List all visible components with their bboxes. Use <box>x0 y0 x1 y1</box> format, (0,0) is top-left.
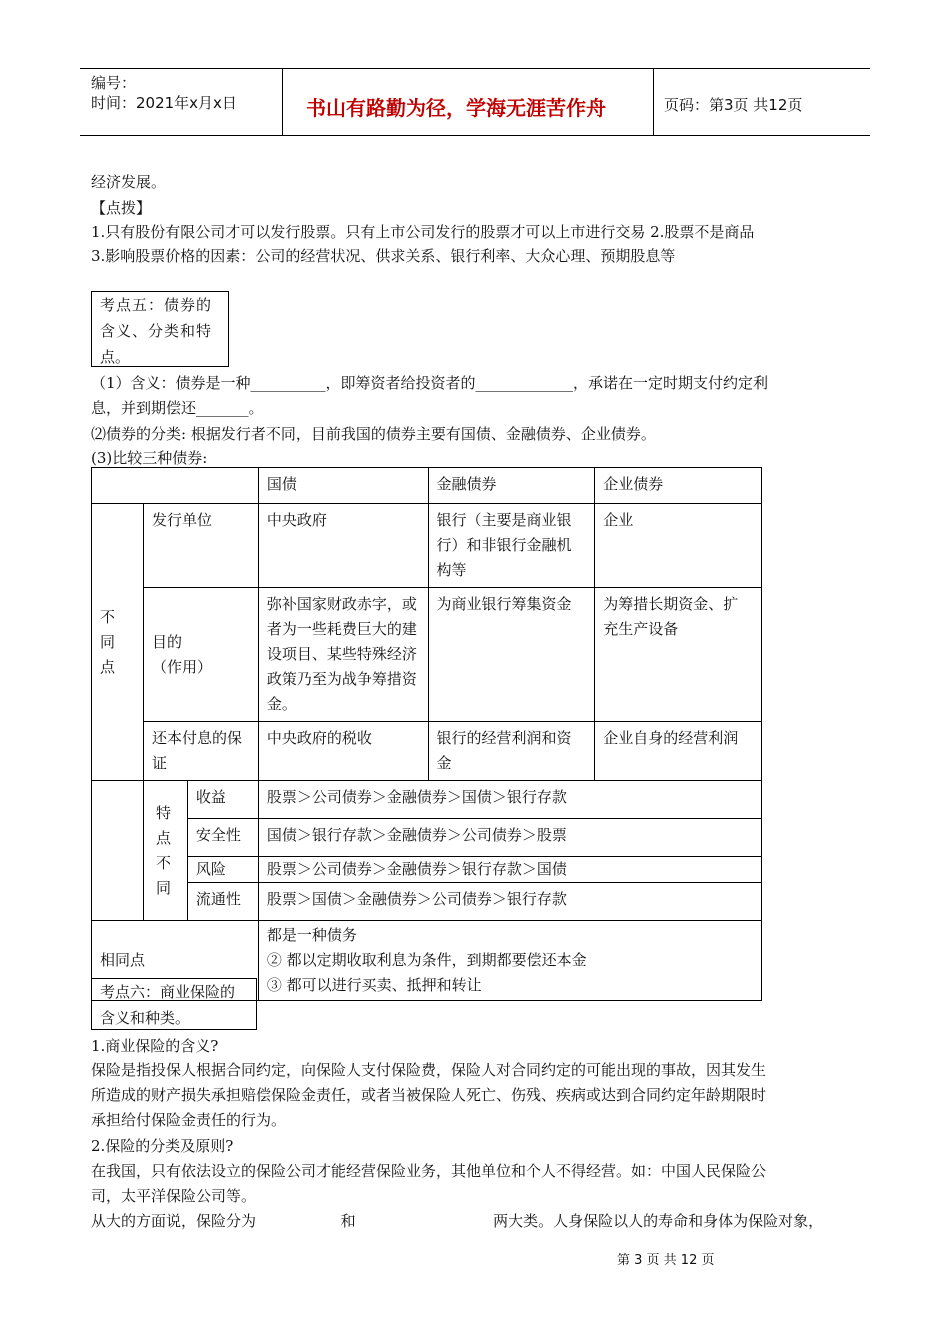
feature-name-liquidity: 流通性 <box>187 883 258 921</box>
continued-text: 经济发展。 <box>91 173 167 191</box>
question-2: 2.保险的分类及原则? <box>91 1137 234 1155</box>
answer-2-part-2: 和 <box>340 1212 356 1230</box>
repay-label: 还本付息的保证 <box>143 722 258 781</box>
repay-corporate: 企业自身的经营利润 <box>595 722 762 781</box>
answer-2-line-3 <box>91 1210 823 1231</box>
answer-2-line-1: 在我国，只有依法设立的保险公司才能经营保险业务，其他单位和个人不得经营。如：中国人民保险公 <box>91 1162 767 1180</box>
issuer-label: 发行单位 <box>143 504 258 588</box>
col-header-corporate-bond: 企业债券 <box>595 468 762 504</box>
feature-value-safety: 国债＞银行存款＞金融债券＞公司债券＞股票 <box>258 819 761 857</box>
serial-label: 编号： <box>91 74 137 92</box>
key-point-6-box <box>91 978 257 1030</box>
common-point-1: 都是一种债务 <box>266 926 357 944</box>
question-1: 1.商业保险的含义? <box>91 1037 219 1055</box>
answer-2-line-2: 司，太平洋保险公司等。 <box>91 1187 257 1205</box>
common-label: 相同点 <box>92 921 259 1001</box>
answer-2-part-1: 从大的方面说，保险分为 <box>91 1212 257 1230</box>
common-points <box>258 921 761 1001</box>
feature-label-cell <box>143 781 187 921</box>
key-point-5-line-1: 考点五：债券的 <box>100 296 213 314</box>
header-motto: 书山有路勤为径，学海无涯苦作舟 <box>306 96 606 120</box>
key-point-5-line-2: 含义、分类和特 <box>100 322 213 340</box>
feature-name-safety: 安全性 <box>187 819 258 857</box>
common-point-2: ② 都以定期收取利息为条件，到期都要偿还本金 <box>266 951 587 969</box>
table-header-row <box>92 468 762 504</box>
table-row-feature-return <box>92 781 762 819</box>
answer-1-line-2: 所造成的财产损失承担赔偿保险金责任，或者当被保险人死亡、伤残、疾病或达到合同约定年龄期限时 <box>91 1086 767 1104</box>
answer-2-part-3: 两大类。人身保险以人的寿命和身体为保险对象， <box>493 1212 824 1230</box>
diff-label-continuation <box>92 781 144 819</box>
diff-label: 不同点 <box>100 607 116 676</box>
feature-value-return: 股票＞公司债券＞金融债券＞国债＞银行存款 <box>258 781 761 819</box>
diff-label-continuation-4 <box>92 883 144 921</box>
classification-line: ⑵债券的分类: 根据发行者不同，目前我国的债券主要有国债、金融债券、企业债券。 <box>91 425 656 443</box>
compare-heading: (3)比较三种债券: <box>91 449 208 467</box>
tip-item-3: 3.影响股票价格的因素：公司的经营状况、供求关系、银行利率、大众心理、预期股息等 <box>91 247 676 265</box>
purpose-label-2: （作用） <box>151 657 212 676</box>
key-point-6-line-1: 考点六：商业保险的 <box>100 983 236 1001</box>
tip-item-1: 1.只有股份有限公司才可以发行股票。只有上市公司发行的股票才可以上市进行交易 2.股票不是商品 <box>91 223 755 241</box>
table-row-feature-risk <box>92 857 762 883</box>
definition-line-1: （1）含义：债券是一种__________，即筹资者给投资者的_____________，承诺在一定时期支付约定利 <box>91 374 769 392</box>
table-corner-cell <box>92 468 259 504</box>
page-footer: 第 3 页 共 12 页 <box>617 1253 715 1268</box>
bond-comparison-table <box>91 467 762 1001</box>
purpose-financial: 为商业银行筹集资金 <box>428 588 595 722</box>
diff-label-continuation-3 <box>92 857 144 883</box>
table-row-issuer <box>92 504 762 588</box>
issuer-corporate: 企业 <box>595 504 762 588</box>
key-point-5-box <box>91 291 229 367</box>
col-header-financial-bond: 金融债券 <box>428 468 595 504</box>
feature-value-liquidity: 股票＞国债＞金融债券＞公司债券＞银行存款 <box>258 883 761 921</box>
tip-heading: 【点拨】 <box>91 199 152 217</box>
diff-label-continuation-2 <box>92 819 144 857</box>
feature-name-return: 收益 <box>187 781 258 819</box>
date-label: 时间：2021年x月x日 <box>91 94 237 112</box>
table-row-purpose <box>92 588 762 722</box>
feature-value-risk: 股票＞公司债券＞金融债券＞银行存款＞国债 <box>258 857 761 883</box>
issuer-national: 中央政府 <box>258 504 428 588</box>
feature-name-risk: 风险 <box>187 857 258 883</box>
purpose-label-cell <box>143 588 258 722</box>
repay-financial: 银行的经营利润和资金 <box>428 722 595 781</box>
purpose-label-1: 目的 <box>151 632 182 651</box>
diff-label-cell <box>92 504 144 781</box>
key-point-6-line-2: 含义和种类。 <box>100 1009 191 1027</box>
common-point-3: ③ 都可以进行买卖、抵押和转让 <box>266 976 482 994</box>
table-row-feature-safety <box>92 819 762 857</box>
definition-line-2: 息，并到期偿还_______。 <box>91 399 264 417</box>
table-row-repayment <box>92 722 762 781</box>
answer-1-line-3: 承担给付保险金责任的行为。 <box>91 1111 287 1129</box>
issuer-financial: 银行（主要是商业银行）和非银行金融机构等 <box>428 504 595 588</box>
page-number-label: 页码：第3页 共12页 <box>664 96 803 114</box>
key-point-5-line-3: 点。 <box>100 348 131 366</box>
purpose-national: 弥补国家财政赤字，或者为一些耗费巨大的建设项目、某些特殊经济政策乃至为战争筹措资金。 <box>258 588 428 722</box>
repay-national: 中央政府的税收 <box>258 722 428 781</box>
col-header-national-debt: 国债 <box>258 468 428 504</box>
purpose-corporate: 为筹措长期资金、扩充生产设备 <box>595 588 762 722</box>
feature-label: 特点不同 <box>155 803 171 897</box>
table-row-feature-liquidity <box>92 883 762 921</box>
answer-1-line-1: 保险是指投保人根据合同约定，向保险人支付保险费，保险人对合同约定的可能出现的事故，因其发生 <box>91 1061 767 1079</box>
